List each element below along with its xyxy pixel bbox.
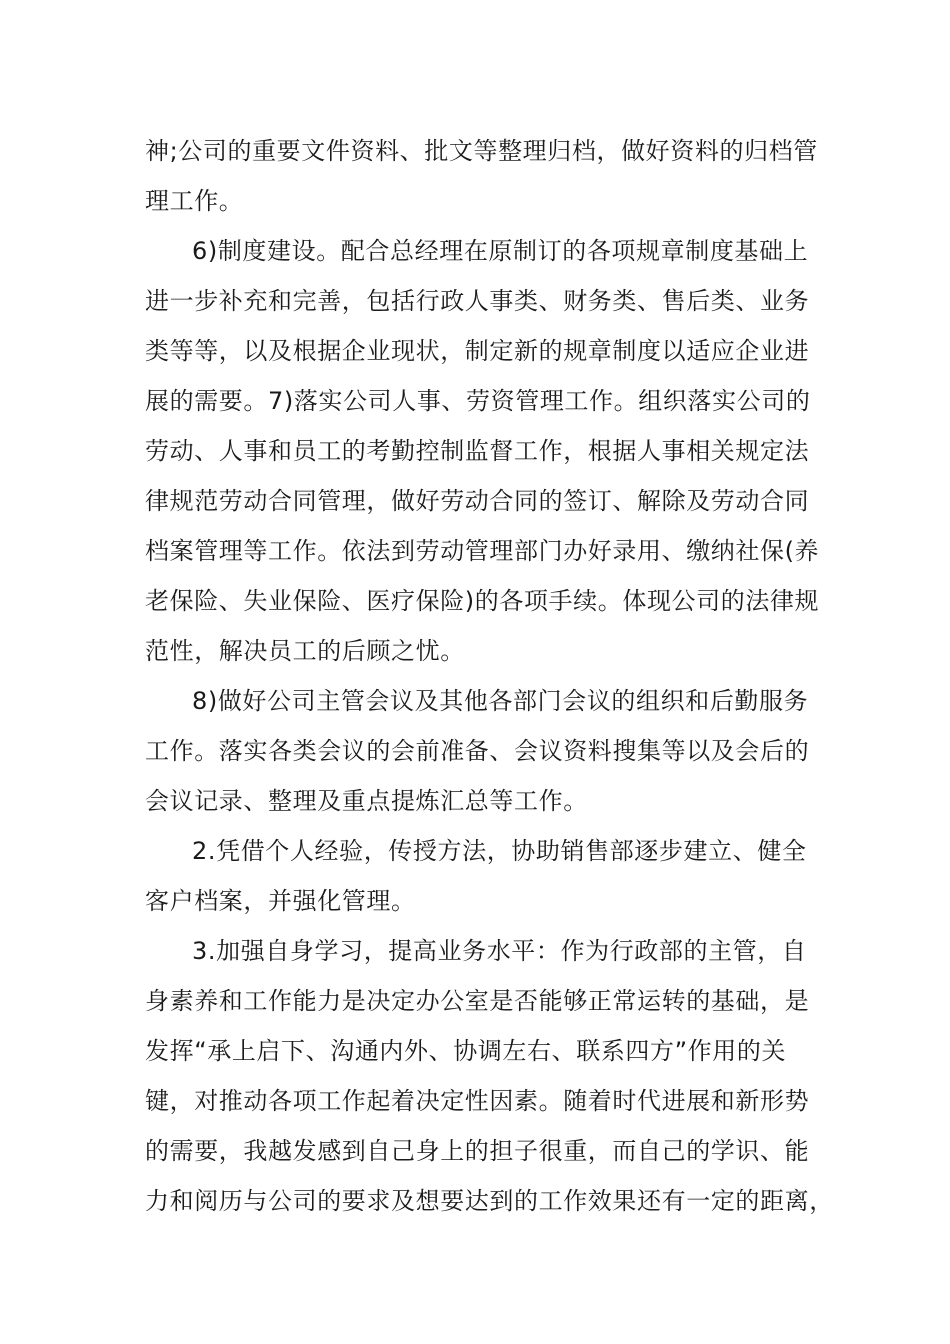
- text-line: 发挥“承上启下、沟通内外、协调左右、联系四方”作用的关: [145, 1037, 787, 1065]
- text-line: 的需要，我越发感到自己身上的担子很重，而自己的学识、能: [145, 1137, 810, 1165]
- text-line: 档案管理等工作。依法到劳动管理部门办好录用、缴纳社保(养: [145, 537, 820, 565]
- text-line: 劳动、人事和员工的考勤控制监督工作，根据人事相关规定法: [145, 437, 810, 465]
- text-line: 身素养和工作能力是决定办公室是否能够正常运转的基础，是: [145, 987, 810, 1015]
- text-line: 老保险、失业保险、医疗保险)的各项手续。体现公司的法律规: [145, 587, 820, 615]
- text-line: 展的需要。7)落实公司人事、劳资管理工作。组织落实公司的: [145, 387, 811, 415]
- text-line: 工作。落实各类会议的会前准备、会议资料搜集等以及会后的: [145, 737, 810, 765]
- text-line: 范性，解决员工的后顾之忧。: [145, 637, 465, 665]
- text-line: 会议记录、整理及重点提炼汇总等工作。: [145, 787, 588, 815]
- text-line: 力和阅历与公司的要求及想要达到的工作效果还有一定的距离，: [145, 1187, 834, 1215]
- text-line: 类等等，以及根据企业现状，制定新的规章制度以适应企业进: [145, 337, 810, 365]
- text-line: 3.加强自身学习，提高业务水平：作为行政部的主管，自: [192, 937, 807, 965]
- text-line: 键，对推动各项工作起着决定性因素。随着时代进展和新形势: [145, 1087, 810, 1115]
- text-line: 神;公司的重要文件资料、批文等整理归档，做好资料的归档管: [145, 137, 818, 165]
- text-line: 律规范劳动合同管理，做好劳动合同的签订、解除及劳动合同: [145, 487, 810, 515]
- text-line: 6)制度建设。配合总经理在原制订的各项规章制度基础上: [192, 237, 809, 265]
- text-line: 进一步补充和完善，包括行政人事类、财务类、售后类、业务: [145, 287, 810, 315]
- text-line: 2.凭借个人经验，传授方法，协助销售部逐步建立、健全: [192, 837, 807, 865]
- text-line: 客户档案，并强化管理。: [145, 887, 416, 915]
- text-line: 8)做好公司主管会议及其他各部门会议的组织和后勤服务: [192, 687, 809, 715]
- text-line: 理工作。: [145, 187, 244, 215]
